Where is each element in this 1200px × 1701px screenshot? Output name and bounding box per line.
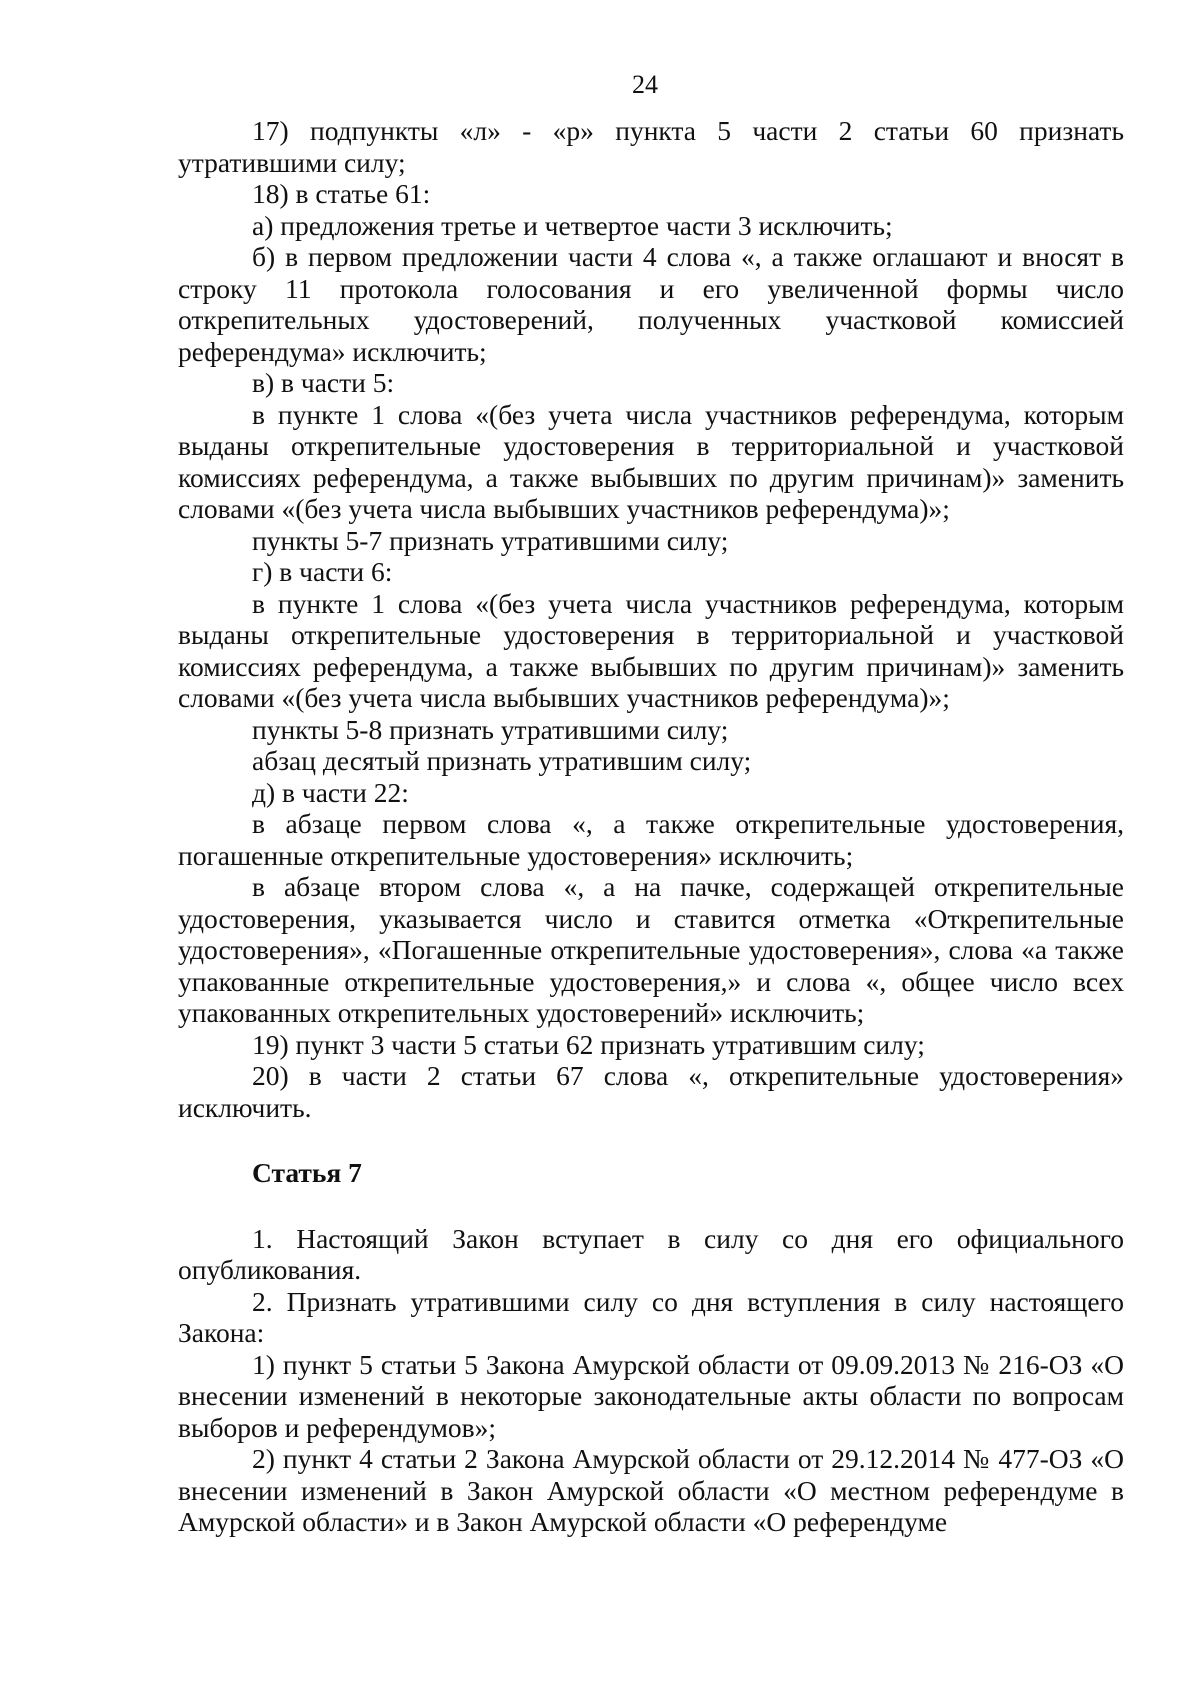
paragraph-item-18: 18) в статье 61: <box>252 178 431 209</box>
article-heading: Статья 7 <box>252 1157 362 1188</box>
paragraph-item-20: 20) в части 2 статьи 67 слова «, открепительные удостоверения» исключить. <box>178 1060 1124 1123</box>
article-7-part-2: 2. Признать утратившими силу со дня вступления в силу настоящего Закона: <box>178 1285 1124 1348</box>
page-number: 24 <box>632 70 658 99</box>
paragraph-text: в абзаце первом слова «, а также открепительные удостоверения, погашенные открепительные удостоверения» исключить; <box>178 808 1124 871</box>
paragraph-text: пункты 5-7 признать утратившими силу; <box>252 524 729 556</box>
document-body <box>178 115 1124 1538</box>
article-7-item-1: 1) пункт 5 статьи 5 Закона Амурской области от 09.09.2013 № 216-ОЗ «О внесении изменений в некоторые законодательные акты области по вопросам выборов и референдумов»; <box>178 1348 1124 1443</box>
article-7-part-1: 1. Настоящий Закон вступает в силу со дня его официального опубликования. <box>178 1222 1124 1285</box>
paragraph-text: в абзаце втором слова «, а на пачке, содержащей открепительные удостоверения, указывается число и ставится отметка «Открепительные удостоверения», «Погашенные открепительные удостоверения», слова «а также упакованные открепительные удостоверения,» и слова «, общее число всех упакованных открепительных удостоверений» исключить; <box>178 871 1124 1028</box>
subparagraph-g: г) в части 6: <box>252 556 393 587</box>
paragraph-text: пункты 5-8 признать утратившими силу; <box>252 713 729 745</box>
article-7-item-2: 2) пункт 4 статьи 2 Закона Амурской области от 29.12.2014 № 477-ОЗ «О внесении изменений в Закон Амурской области «О местном референдуме в Амурской области» и в Закон Амурской области «О референдуме <box>178 1443 1124 1537</box>
subparagraph-b: б) в первом предложении части 4 слова «, а также оглашают и вносят в строку 11 протокола голосования и его увеличенной формы число открепительных удостоверений, полученных участковой комиссией референдума» исключить; <box>178 241 1124 367</box>
paragraph-item-19: 19) пункт 3 части 5 статьи 62 признать утратившим силу; <box>252 1028 925 1060</box>
paragraph-text: в пункте 1 слова «(без учета числа участников референдума, которым выданы открепительные удостоверения в территориальной и участковой комиссиях референдума, а также выбывших по другим причинам)» заменить словами «(без учета числа выбывших участников референдума)»; <box>178 398 1124 524</box>
paragraph-item-17: 17) подпункты «л» - «р» пункта 5 части 2 статьи 60 признать утратившими силу; <box>178 115 1124 178</box>
paragraph-text: абзац десятый признать утратившим силу; <box>252 745 752 776</box>
subparagraph-a: а) предложения третье и четвертое части 3 исключить; <box>252 209 893 241</box>
subparagraph-d: д) в части 22: <box>252 776 409 808</box>
paragraph-text: в пункте 1 слова «(без учета числа участников референдума, которым выданы открепительные удостоверения в территориальной и участковой комиссиях референдума, а также выбывших по другим причинам)» заменить словами «(без учета числа выбывших участников референдума)»; <box>178 587 1124 713</box>
subparagraph-v: в) в части 5: <box>252 367 395 398</box>
